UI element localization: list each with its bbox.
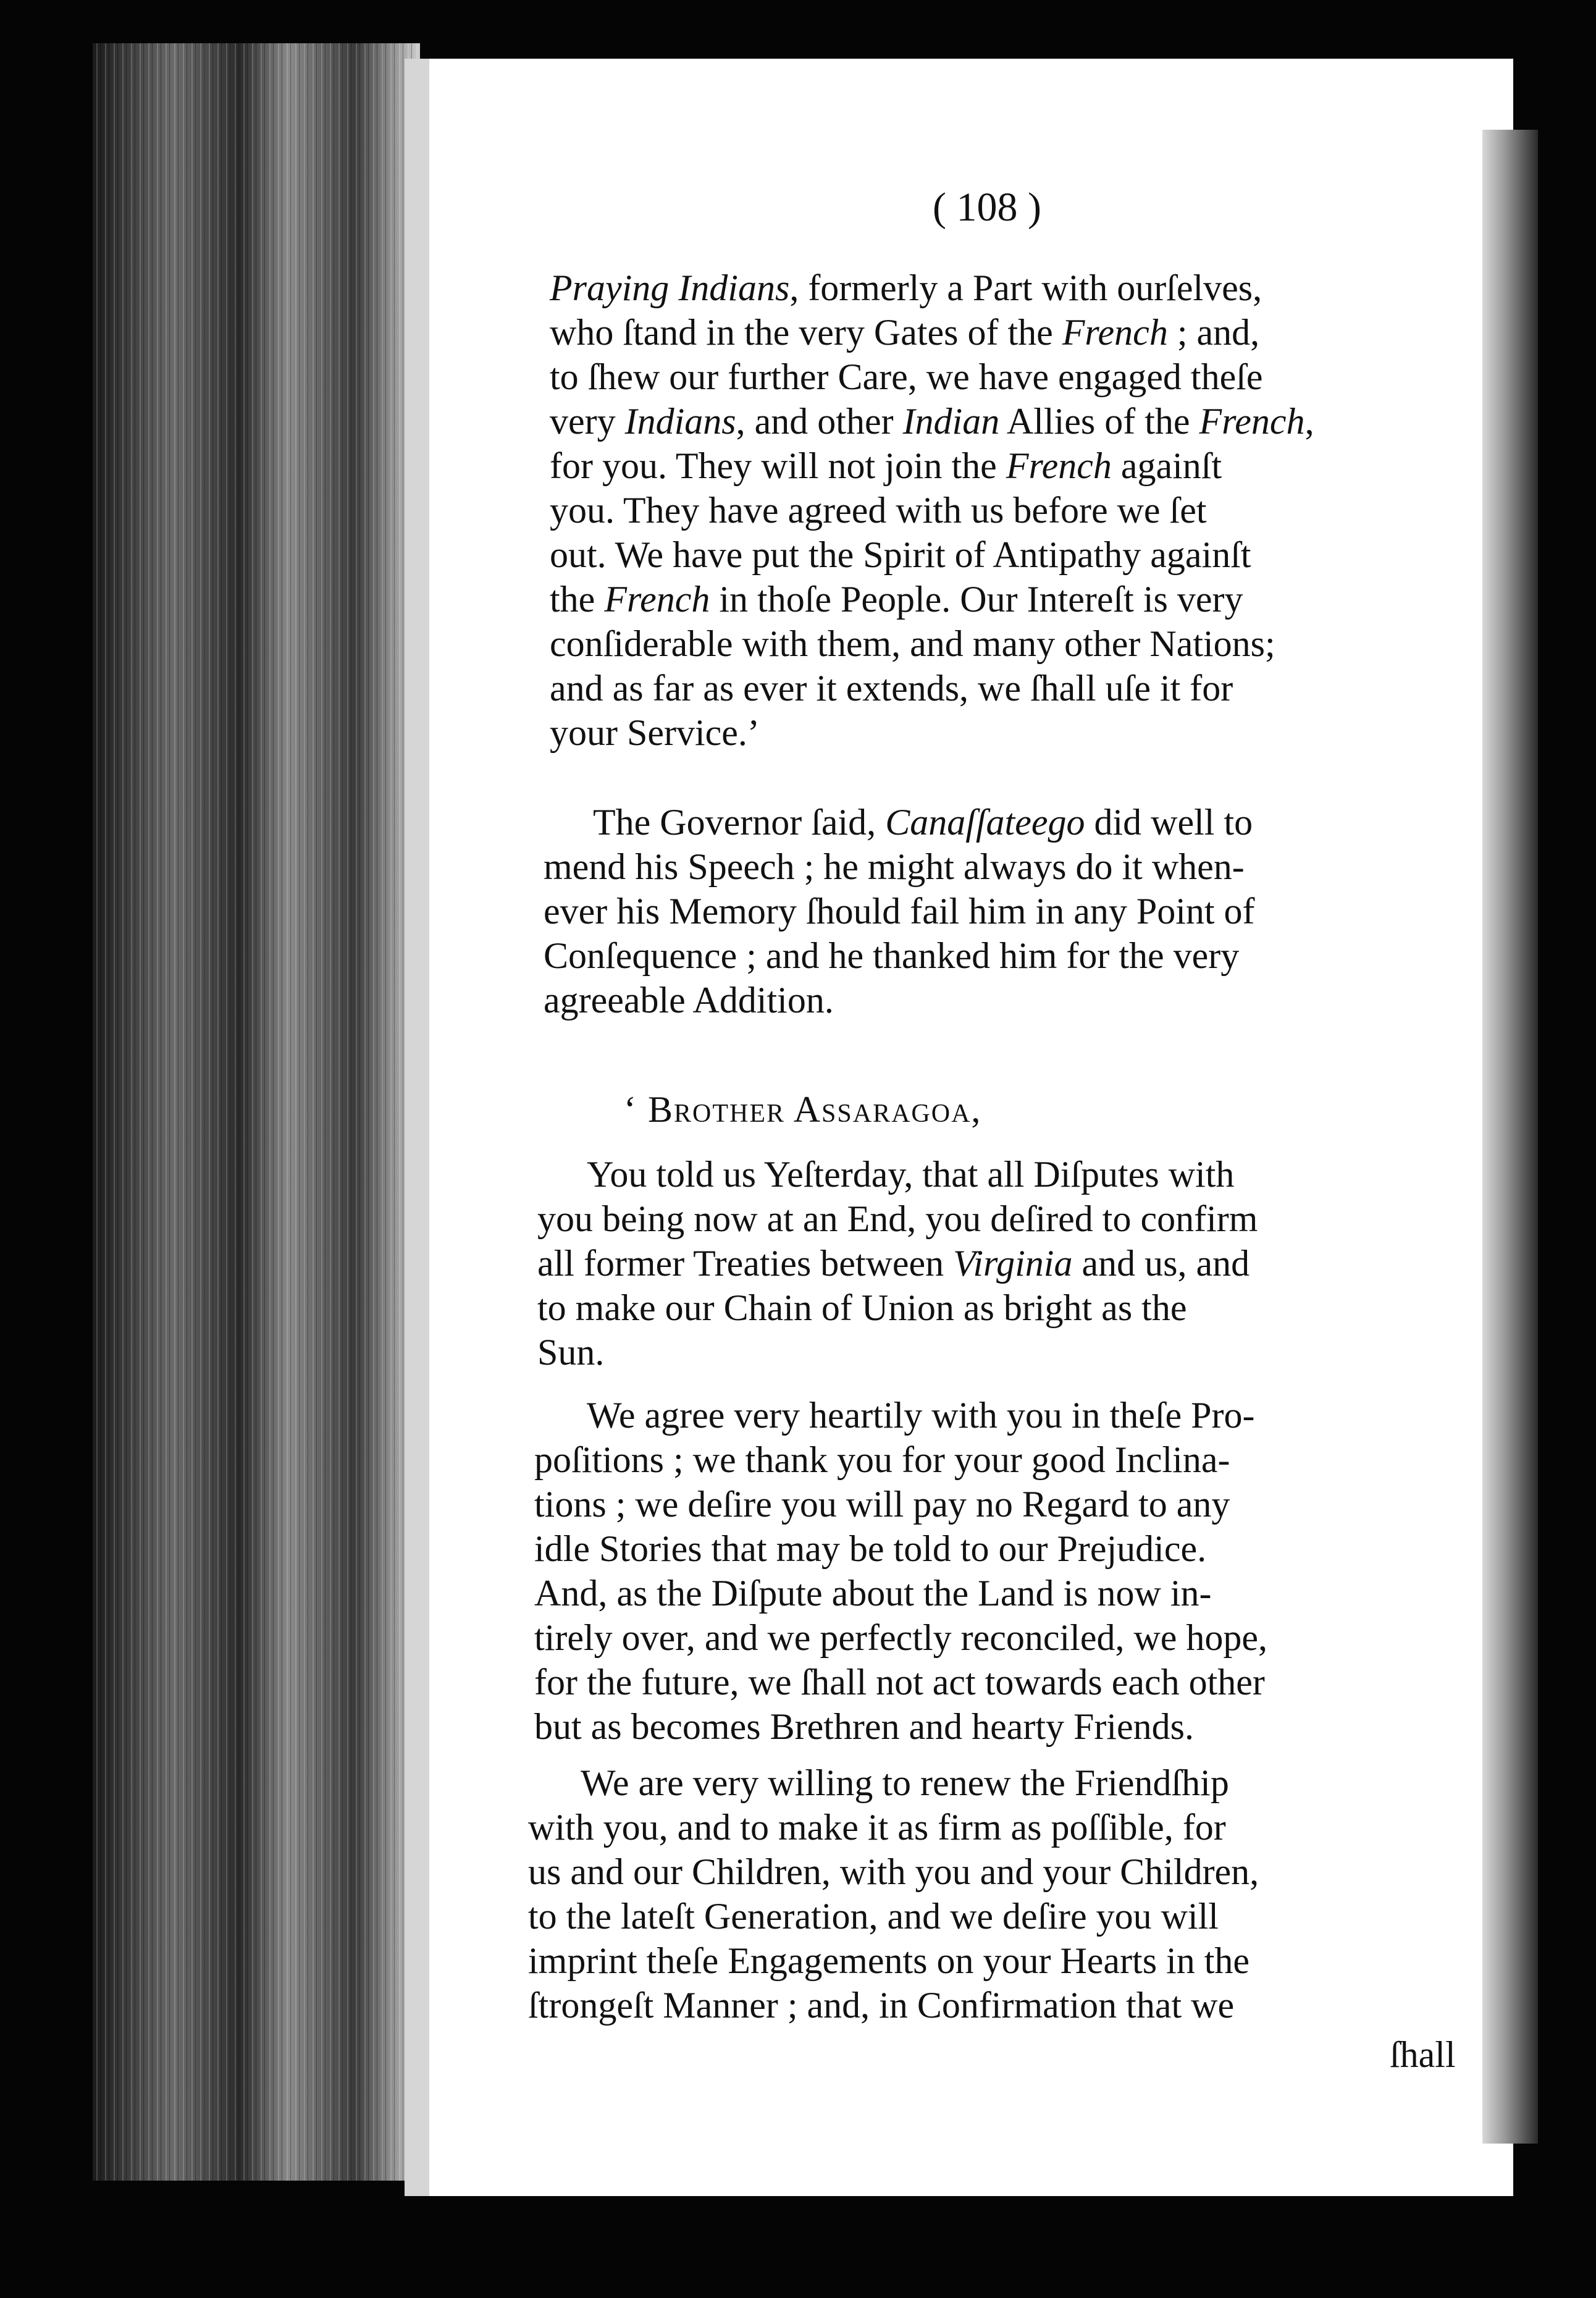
- page-number: ( 108 ): [933, 185, 1041, 230]
- text-line: ſtrongeſt Manner ; and, in Confirmation that we: [528, 1985, 1235, 2026]
- text-line: and as far as ever it extends, we ſhall uſe it for: [550, 668, 1233, 709]
- text-line: for you. They will not join the French againſt: [550, 445, 1222, 486]
- text-line: Praying Indians, formerly a Part with ourſelves,: [550, 267, 1262, 308]
- text-line: idle Stories that may be told to our Prejudice.: [534, 1528, 1207, 1569]
- text-line: conſiderable with them, and many other Nations;: [550, 623, 1275, 664]
- text-line: And, as the Diſpute about the Land is now in-: [534, 1573, 1212, 1614]
- text-line: for the future, we ſhall not act towards each other: [534, 1662, 1265, 1702]
- text-line: You told us Yeſterday, that all Diſputes with: [587, 1154, 1235, 1195]
- text-line: very Indians, and other Indian Allies of the French,: [550, 401, 1314, 442]
- book-page: [358, 56, 1507, 2199]
- catchword: ſhall: [1390, 2034, 1456, 2075]
- address-heading: ‘ Brother Aſſaragoa,: [624, 1089, 982, 1130]
- text-line: agreeable Addition.: [544, 980, 834, 1021]
- text-line: We agree very heartily with you in theſe Pro-: [587, 1395, 1255, 1436]
- text-line: The Governor ſaid, Canaſſateego did well to: [593, 802, 1253, 843]
- text-line: to ſhew our further Care, we have engaged theſe: [550, 356, 1263, 397]
- text-line: Sun.: [537, 1332, 605, 1373]
- text-line: but as becomes Brethren and hearty Friends.: [534, 1706, 1195, 1747]
- text-line: tions ; we deſire you will pay no Regard to any: [534, 1484, 1230, 1525]
- text-line: you being now at an End, you deſired to confirm: [537, 1198, 1258, 1239]
- text-line: who ſtand in the very Gates of the French ; and,: [550, 312, 1260, 353]
- text-line: you. They have agreed with us before we ſet: [550, 490, 1207, 531]
- text-line: tirely over, and we perfectly reconciled, we hope,: [534, 1617, 1268, 1658]
- text-line: mend his Speech ; he might always do it when-: [544, 846, 1245, 887]
- text-line: We are very willing to renew the Friendſhip: [581, 1762, 1229, 1803]
- text-line: the French in thoſe People. Our Intereſt is very: [550, 579, 1243, 620]
- text-line: poſitions ; we thank you for your good Inclina-: [534, 1439, 1230, 1480]
- text-line: Conſequence ; and he thanked him for the very: [544, 935, 1240, 976]
- text-line: all former Treaties between Virginia and us, and: [537, 1243, 1250, 1284]
- text-line: us and our Children, with you and your Children,: [528, 1851, 1259, 1892]
- text-line: your Service.’: [550, 712, 760, 753]
- text-line: out. We have put the Spirit of Antipathy againſt: [550, 534, 1251, 575]
- text-line: imprint theſe Engagements on your Hearts in the: [528, 1940, 1250, 1981]
- text-line: ever his Memory ſhould fail him in any Point of: [544, 891, 1255, 932]
- text-line: to make our Chain of Union as bright as the: [537, 1287, 1187, 1328]
- text-line: to the lateſt Generation, and we deſire you will: [528, 1896, 1219, 1937]
- text-line: with you, and to make it as firm as poſſible, for: [528, 1807, 1226, 1848]
